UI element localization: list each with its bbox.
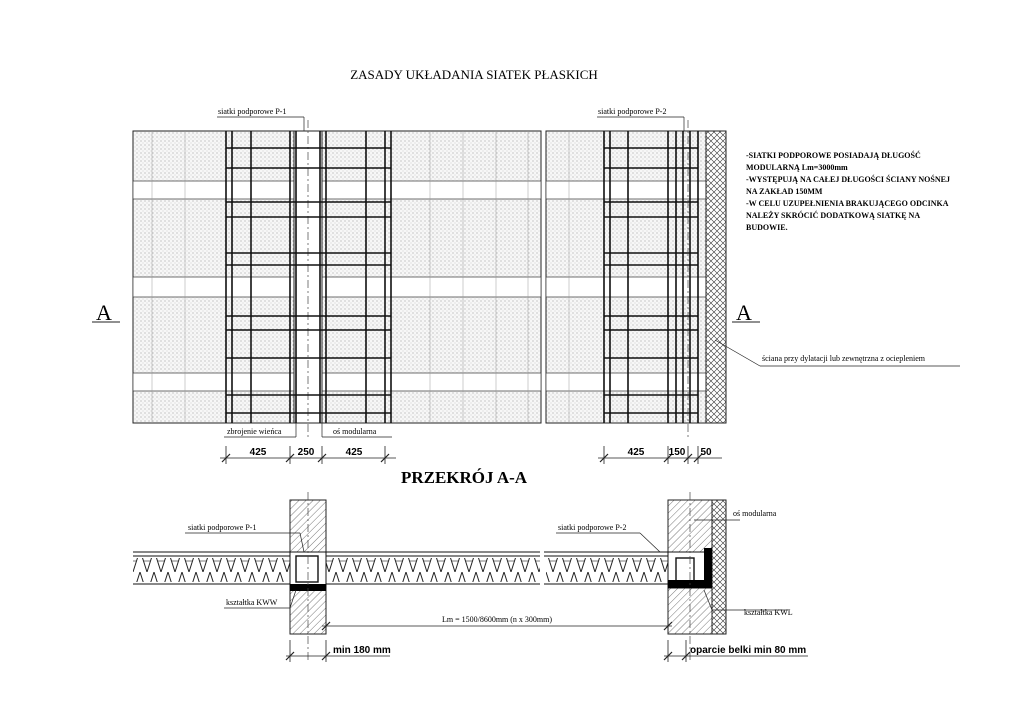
note-line: -WYSTĘPUJĄ NA CAŁEJ DŁUGOŚCI ŚCIANY NOŚNEJ — [746, 175, 950, 184]
dim-425-b: 425 — [345, 447, 363, 458]
section-label-kwl: kształtka KWL — [744, 608, 793, 617]
plan-view — [92, 107, 960, 464]
page-title: ZASADY UKŁADANIA SIATEK PŁASKICH — [350, 67, 598, 82]
truss-right — [546, 558, 668, 582]
section-title: PRZEKRÓJ A-A — [400, 468, 528, 487]
note-line: MODULARNĄ Lm=3000mm — [746, 163, 848, 172]
note-line: BUDOWIE. — [746, 223, 788, 232]
dim-250: 250 — [297, 447, 315, 458]
section-label-kww: kształtka KWW — [226, 598, 278, 607]
truss-mid — [326, 558, 540, 582]
plan-label-p1: siatki podporowe P-1 — [218, 107, 287, 116]
dim-150: 150 — [668, 447, 686, 458]
note-line: -SIATKI PODPOROWE POSIADAJĄ DŁUGOŚĆ — [746, 151, 921, 160]
plan-label-zbrojenie: zbrojenie wieńca — [227, 427, 282, 436]
notes-block — [746, 150, 950, 232]
note-line: NALEŻY SKRÓCIĆ DODATKOWĄ SIATKĘ NA — [746, 211, 921, 220]
note-line: NA ZAKŁAD 150MM — [746, 187, 823, 196]
truss-left — [133, 558, 290, 582]
section-label-p2: siatki podporowe P-2 — [558, 523, 627, 532]
section-label-lm: Lm = 1500/8600mm (n x 300mm) — [441, 615, 553, 624]
section-view — [133, 492, 808, 662]
plan-label-os: oś modularna — [333, 427, 377, 436]
dim-425-c: 425 — [627, 447, 645, 458]
section-marker-left: A — [96, 300, 112, 325]
insulated-wall — [706, 131, 726, 423]
plan-label-p2: siatki podporowe P-2 — [598, 107, 667, 116]
section-label-p1: siatki podporowe P-1 — [188, 523, 257, 532]
plan-label-wall: ściana przy dylatacji lub zewnętrzna z ociepleniem — [762, 354, 926, 363]
section-label-os: oś modularna — [733, 509, 777, 518]
dim-425-a: 425 — [249, 447, 267, 458]
note-line: -W CELU UZUPEŁNIENIA BRAKUJĄCEGO ODCINKA — [746, 199, 949, 208]
section-label-oparcie: oparcie belki min 80 mm — [690, 645, 807, 656]
section-label-min180: min 180 mm — [333, 645, 391, 656]
section-marker-right: A — [736, 300, 752, 325]
dim-50: 50 — [700, 447, 712, 458]
